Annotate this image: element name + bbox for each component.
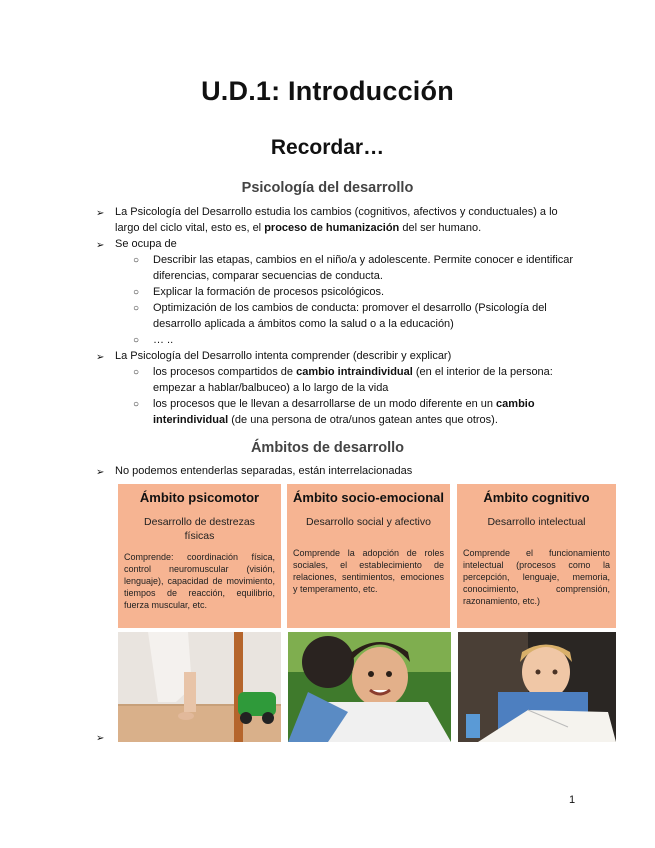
ambito-box-cognitivo: [457, 484, 616, 628]
photo-hug-image: [288, 632, 451, 742]
section-heading-ambitos: Ámbitos de desarrollo: [250, 440, 405, 456]
ambito-title: Ámbito cognitivo: [483, 490, 590, 505]
bullet-arrow-icon: ➢: [96, 240, 105, 251]
ambito-title: Ámbito psicomotor: [139, 490, 260, 505]
ambito-box-psicomotor: [118, 484, 281, 628]
list-item: Optimización de los cambios de conducta: promover el desarrollo (Psicología del desarrollo aplicada a ámbitos como la salud o a la educación): [153, 302, 547, 330]
bullet-circle-icon: ○: [133, 255, 140, 266]
page-number: 1: [569, 794, 576, 806]
list-item: los procesos compartidos de cambio intraindividual (en el interior de la persona: empezar a hablar/balbuceo) a lo largo de la vida: [153, 366, 553, 394]
bullet-circle-icon: ○: [133, 303, 140, 314]
ambito-subtitle: Desarrollo social y afectivo: [306, 516, 431, 528]
bullet-circle-icon: ○: [133, 287, 140, 298]
list-item: Describir las etapas, cambios en el niño/a y adolescente. Permite conocer e identificar diferencias, comparar secuencias de conducta.: [153, 254, 574, 282]
bullet-circle-icon: ○: [133, 399, 140, 410]
ambito-subtitle: Desarrollo de destrezas físicas: [144, 516, 255, 542]
bullet-arrow-icon: ➢: [96, 352, 105, 363]
list-item: … ..: [153, 334, 174, 346]
section-heading-psicologia: Psicología del desarrollo: [241, 180, 414, 196]
page-title: U.D.1: Introducción: [201, 76, 454, 106]
ambito-box-socioemocional: [287, 484, 450, 628]
bullet-arrow-icon: ➢: [96, 467, 105, 478]
list-item: Se ocupa de: [115, 238, 177, 250]
photo-child-walking-image: [118, 632, 281, 742]
list-item: La Psicología del Desarrollo estudia los cambios (cognitivos, afectivos y conductuales) a lo largo del ciclo vital, esto es, el proceso de humanización del ser humano.: [115, 206, 558, 234]
page-subtitle: Recordar…: [270, 136, 385, 159]
list-item: los procesos que le llevan a desarrollarse de un modo diferente en un cambio interindividual (de una persona de otra/unos gatean antes que otros).: [153, 398, 535, 426]
bullet-arrow-icon: ➢: [96, 208, 105, 219]
ambito-subtitle: Desarrollo intelectual: [487, 516, 586, 528]
list-item: La Psicología del Desarrollo intenta comprender (describir y explicar): [115, 350, 452, 362]
list-item: Explicar la formación de procesos psicológicos.: [153, 286, 385, 298]
ambito-title: Ámbito socio-emocional: [293, 490, 444, 505]
photo-child-reading-image: [458, 632, 616, 742]
bullet-arrow-icon: ➢: [96, 733, 105, 744]
ambito-content: Comprende la adopción de roles sociales, el establecimiento de relaciones, sentimientos, emociones y temperamento, etc.: [293, 548, 444, 594]
list-item: No podemos entenderlas separadas, están interrelacionadas: [115, 465, 413, 477]
ambito-content: Comprende: coordinación física, control neuromuscular (visión, lenguaje), capacidad de movimiento, tiempos de reacción, equilibrio, fuerza muscular, etc.: [124, 552, 275, 610]
bullet-circle-icon: ○: [133, 367, 140, 378]
bullet-circle-icon: ○: [133, 335, 140, 346]
ambito-content: Comprende el funcionamiento intelectual (procesos como la percepción, lenguaje, memoria, conocimiento, comprensión, razonamiento, etc.): [463, 548, 610, 606]
